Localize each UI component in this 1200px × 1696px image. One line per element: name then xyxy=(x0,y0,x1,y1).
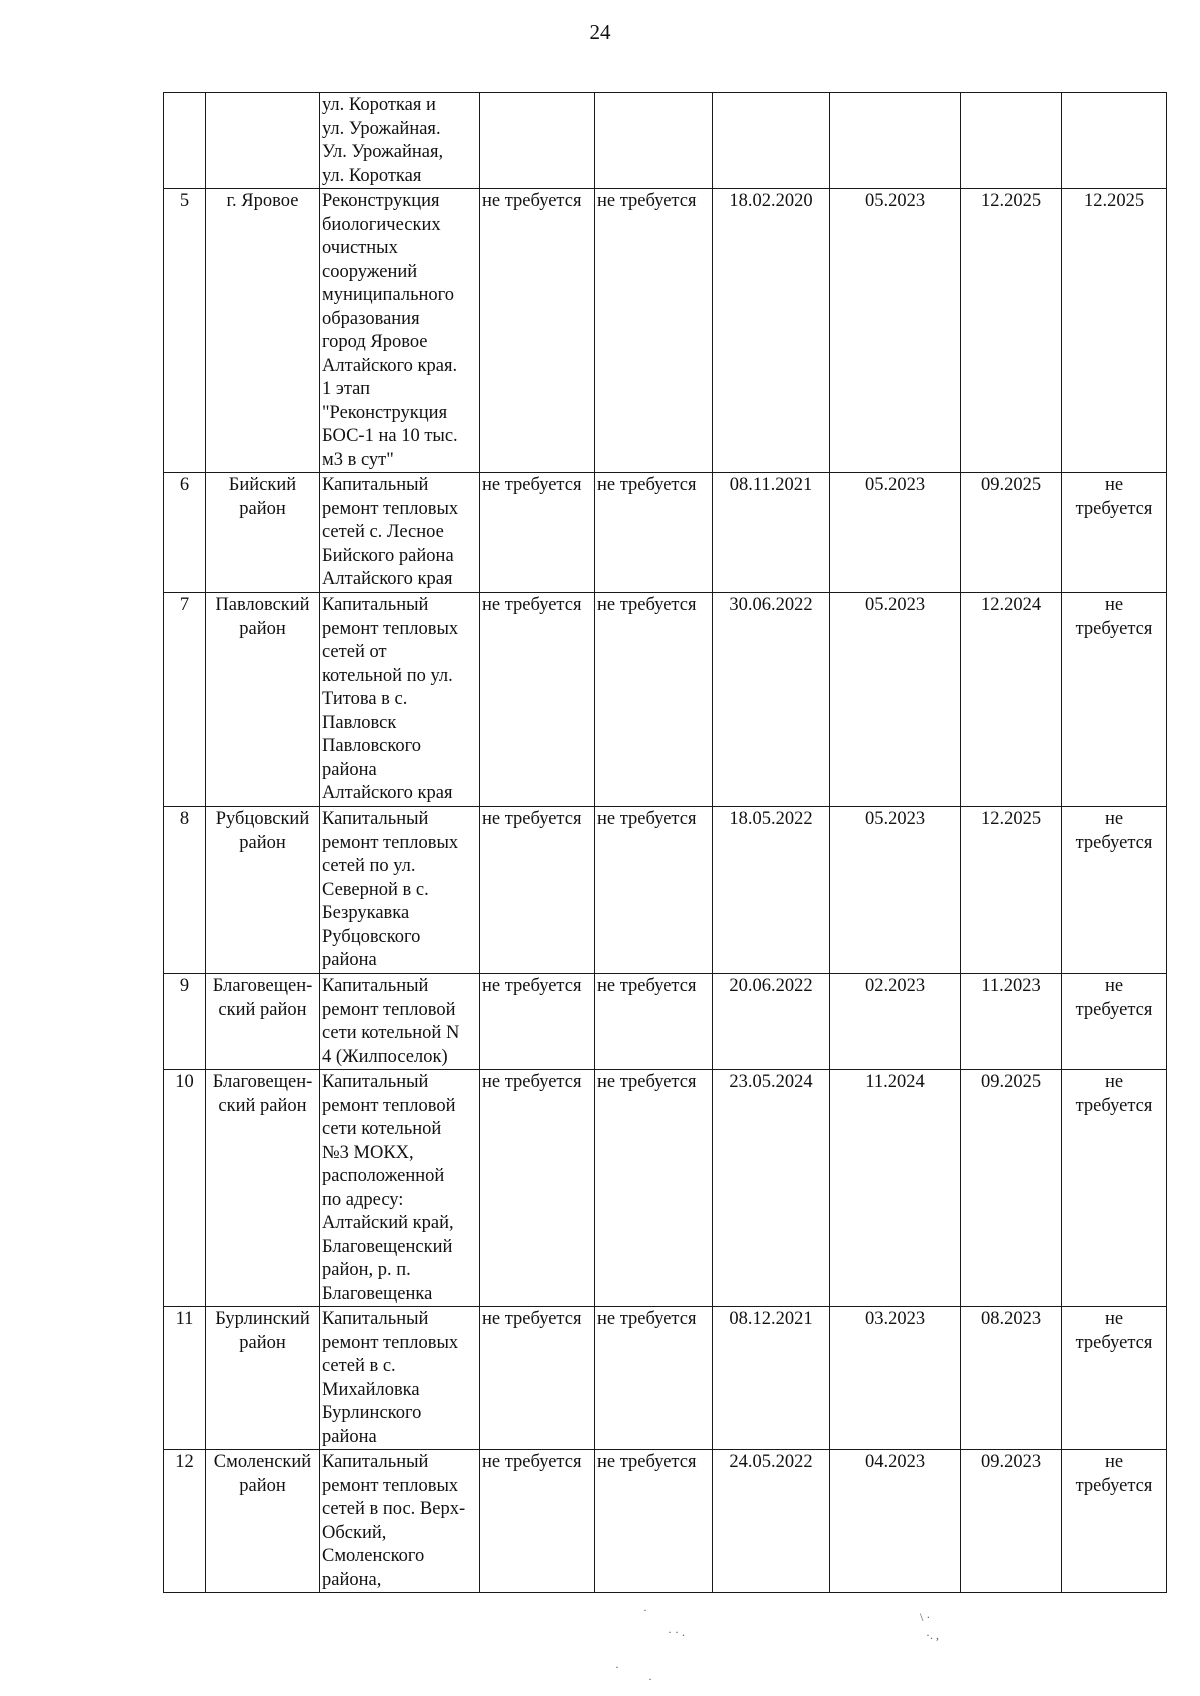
date-cell xyxy=(713,189,830,473)
end-date-cell xyxy=(961,593,1062,807)
table-body xyxy=(164,93,1167,1593)
date-cell xyxy=(713,807,830,974)
requirement-cell-text: не требуется xyxy=(482,595,582,615)
date-cell-text: 30.06.2022 xyxy=(729,595,813,615)
row-number-text: 9 xyxy=(179,976,190,996)
requirement-cell-text: не требуется xyxy=(482,976,582,996)
district-cell-text: Благовещен- ский район xyxy=(212,976,313,1020)
row-number xyxy=(164,93,206,189)
page-number: 24 xyxy=(589,20,611,44)
date-cell-text: 18.05.2022 xyxy=(729,809,813,829)
table-row xyxy=(164,473,1167,593)
completion-cell xyxy=(1062,1450,1167,1593)
table-row xyxy=(164,1307,1167,1450)
project-name-cell xyxy=(320,593,480,807)
requirement-cell xyxy=(595,974,713,1070)
district-cell-text: Бийский район xyxy=(228,475,297,519)
completion-cell xyxy=(1062,807,1167,974)
table-row xyxy=(164,807,1167,974)
requirement-cell xyxy=(480,1307,595,1450)
requirement-cell xyxy=(480,93,595,189)
project-name-cell-text: Капитальный ремонт тепловой сети котельной №3 МОКХ, расположенной по адресу: Алтайский край, Благовещенский район, р. п. Благовещенка xyxy=(322,1072,456,1304)
project-name-cell-text: Капитальный ремонт тепловых сетей в с. Михайловка Бурлинского района xyxy=(322,1309,459,1447)
completion-cell-text: не требуется xyxy=(1075,595,1153,639)
district-cell xyxy=(206,974,320,1070)
scan-speck: ·. , xyxy=(926,1628,939,1642)
district-cell-text: Павловский район xyxy=(215,595,310,639)
start-date-cell xyxy=(830,1307,961,1450)
district-cell xyxy=(206,1450,320,1593)
project-name-cell xyxy=(320,473,480,593)
requirement-cell xyxy=(595,473,713,593)
project-name-cell-text: Капитальный ремонт тепловых сетей по ул. Северной в с. Безрукавка Рубцовского района xyxy=(322,809,459,970)
start-date-cell xyxy=(830,974,961,1070)
table-row xyxy=(164,974,1167,1070)
project-name-cell xyxy=(320,807,480,974)
project-name-cell-text: Реконструкция биологических очистных сооружений муниципального образования город Яровое Алтайского края. 1 этап "Реконструкция БОС-1 на 10 тыс. м3 в сут" xyxy=(322,191,458,470)
project-name-cell xyxy=(320,189,480,473)
requirement-cell xyxy=(480,807,595,974)
end-date-cell-text: 09.2025 xyxy=(980,1072,1042,1092)
requirement-cell xyxy=(480,1450,595,1593)
requirement-cell-text: не требуется xyxy=(597,976,697,996)
district-cell xyxy=(206,593,320,807)
district-cell-text: Рубцовский район xyxy=(215,809,310,853)
end-date-cell xyxy=(961,1070,1062,1307)
start-date-cell-text: 11.2024 xyxy=(865,1072,925,1092)
date-cell xyxy=(713,974,830,1070)
completion-cell-text: 12.2025 xyxy=(1083,191,1145,211)
requirement-cell-text: не требуется xyxy=(482,1452,582,1472)
start-date-cell-text: 02.2023 xyxy=(864,976,926,996)
row-number xyxy=(164,974,206,1070)
district-cell xyxy=(206,1070,320,1307)
row-number xyxy=(164,593,206,807)
date-cell-text: 08.12.2021 xyxy=(729,1309,813,1329)
end-date-cell-text: 08.2023 xyxy=(980,1309,1042,1329)
end-date-cell-text: 12.2024 xyxy=(980,595,1042,615)
district-cell xyxy=(206,1307,320,1450)
row-number xyxy=(164,1450,206,1593)
district-cell xyxy=(206,93,320,189)
requirement-cell xyxy=(595,1070,713,1307)
project-name-cell-text: Капитальный ремонт тепловых сетей в пос. Верх- Обский, Смоленского района, xyxy=(322,1452,466,1590)
requirement-cell xyxy=(595,1307,713,1450)
requirement-cell-text: не требуется xyxy=(482,1072,582,1092)
table-row xyxy=(164,93,1167,189)
table-row xyxy=(164,1070,1167,1307)
start-date-cell-text: 05.2023 xyxy=(864,191,926,211)
scan-speck: · xyxy=(648,1672,652,1686)
end-date-cell xyxy=(961,93,1062,189)
requirement-cell xyxy=(480,974,595,1070)
date-cell xyxy=(713,1450,830,1593)
start-date-cell xyxy=(830,189,961,473)
district-cell xyxy=(206,473,320,593)
start-date-cell-text: 04.2023 xyxy=(864,1452,926,1472)
row-number-text: 12 xyxy=(175,1452,194,1472)
district-cell-text: Благовещен- ский район xyxy=(212,1072,313,1116)
requirement-cell xyxy=(595,1450,713,1593)
district-cell-text: Смоленский район xyxy=(213,1452,312,1496)
requirement-cell-text: не требуется xyxy=(597,595,697,615)
date-cell xyxy=(713,593,830,807)
start-date-cell xyxy=(830,593,961,807)
completion-cell xyxy=(1062,593,1167,807)
requirement-cell xyxy=(480,189,595,473)
project-name-cell-text: Капитальный ремонт тепловых сетей от котельной по ул. Титова в с. Павловск Павловского района Алтайского края xyxy=(322,595,459,803)
start-date-cell xyxy=(830,1450,961,1593)
project-name-cell-text: Капитальный ремонт тепловых сетей с. Лесное Бийского района Алтайского края xyxy=(322,475,459,589)
scan-speck: \ · xyxy=(920,1610,931,1624)
table-row xyxy=(164,189,1167,473)
completion-cell xyxy=(1062,189,1167,473)
requirement-cell-text: не требуется xyxy=(597,475,697,495)
completion-cell-text: не требуется xyxy=(1075,475,1153,519)
row-number-text: 7 xyxy=(179,595,190,615)
scan-speck: · xyxy=(615,1660,619,1674)
requirement-cell xyxy=(595,93,713,189)
requirement-cell xyxy=(480,593,595,807)
date-cell xyxy=(713,1070,830,1307)
project-name-cell-text: ул. Короткая и ул. Урожайная. Ул. Урожайная, ул. Короткая xyxy=(322,95,444,186)
start-date-cell-text: 03.2023 xyxy=(864,1309,926,1329)
end-date-cell xyxy=(961,1450,1062,1593)
requirement-cell-text: не требуется xyxy=(597,1072,697,1092)
district-cell-text: г. Яровое xyxy=(226,191,299,211)
completion-cell-text: не требуется xyxy=(1075,976,1153,1020)
start-date-cell-text: 05.2023 xyxy=(864,595,926,615)
district-cell xyxy=(206,189,320,473)
project-name-cell xyxy=(320,93,480,189)
row-number xyxy=(164,807,206,974)
date-cell-text: 24.05.2022 xyxy=(729,1452,813,1472)
completion-cell xyxy=(1062,473,1167,593)
requirement-cell-text: не требуется xyxy=(597,809,697,829)
date-cell-text: 18.02.2020 xyxy=(729,191,813,211)
requirement-cell-text: не требуется xyxy=(482,1309,582,1329)
row-number xyxy=(164,189,206,473)
projects-table xyxy=(163,92,1167,1593)
date-cell-text: 23.05.2024 xyxy=(729,1072,813,1092)
end-date-cell xyxy=(961,1307,1062,1450)
end-date-cell-text: 12.2025 xyxy=(980,809,1042,829)
completion-cell-text: не требуется xyxy=(1075,1309,1153,1353)
date-cell xyxy=(713,473,830,593)
completion-cell xyxy=(1062,1070,1167,1307)
row-number xyxy=(164,473,206,593)
start-date-cell-text: 05.2023 xyxy=(864,809,926,829)
requirement-cell-text: не требуется xyxy=(597,191,697,211)
row-number-text: 8 xyxy=(179,809,190,829)
project-name-cell xyxy=(320,1450,480,1593)
requirement-cell xyxy=(595,189,713,473)
start-date-cell xyxy=(830,1070,961,1307)
end-date-cell-text: 09.2025 xyxy=(980,475,1042,495)
scan-speck: · xyxy=(643,1603,647,1617)
requirement-cell xyxy=(480,1070,595,1307)
start-date-cell xyxy=(830,473,961,593)
table-row xyxy=(164,1450,1167,1593)
project-name-cell xyxy=(320,974,480,1070)
project-name-cell xyxy=(320,1070,480,1307)
end-date-cell xyxy=(961,807,1062,974)
requirement-cell-text: не требуется xyxy=(597,1309,697,1329)
requirement-cell xyxy=(595,807,713,974)
end-date-cell xyxy=(961,189,1062,473)
date-cell xyxy=(713,1307,830,1450)
date-cell-text: 08.11.2021 xyxy=(729,475,813,495)
requirement-cell xyxy=(595,593,713,807)
row-number xyxy=(164,1070,206,1307)
completion-cell-text: не требуется xyxy=(1075,1452,1153,1496)
row-number xyxy=(164,1307,206,1450)
end-date-cell xyxy=(961,473,1062,593)
date-cell-text: 20.06.2022 xyxy=(729,976,813,996)
row-number-text: 6 xyxy=(179,475,190,495)
scan-speck: · · . xyxy=(668,1625,685,1639)
completion-cell-text: не требуется xyxy=(1075,809,1153,853)
start-date-cell-text: 05.2023 xyxy=(864,475,926,495)
end-date-cell xyxy=(961,974,1062,1070)
start-date-cell xyxy=(830,807,961,974)
project-name-cell-text: Капитальный ремонт тепловой сети котельной N 4 (Жилпоселок) xyxy=(322,976,460,1067)
completion-cell xyxy=(1062,974,1167,1070)
table-row xyxy=(164,593,1167,807)
row-number-text: 5 xyxy=(179,191,190,211)
requirement-cell-text: не требуется xyxy=(482,191,582,211)
project-name-cell xyxy=(320,1307,480,1450)
requirement-cell xyxy=(480,473,595,593)
requirement-cell-text: не требуется xyxy=(597,1452,697,1472)
requirement-cell-text: не требуется xyxy=(482,809,582,829)
date-cell xyxy=(713,93,830,189)
completion-cell-text: не требуется xyxy=(1075,1072,1153,1116)
end-date-cell-text: 12.2025 xyxy=(980,191,1042,211)
end-date-cell-text: 09.2023 xyxy=(980,1452,1042,1472)
row-number-text: 10 xyxy=(175,1072,194,1092)
district-cell xyxy=(206,807,320,974)
start-date-cell xyxy=(830,93,961,189)
completion-cell xyxy=(1062,93,1167,189)
completion-cell xyxy=(1062,1307,1167,1450)
end-date-cell-text: 11.2023 xyxy=(981,976,1041,996)
row-number-text: 11 xyxy=(175,1309,194,1329)
requirement-cell-text: не требуется xyxy=(482,475,582,495)
district-cell-text: Бурлинский район xyxy=(215,1309,310,1353)
